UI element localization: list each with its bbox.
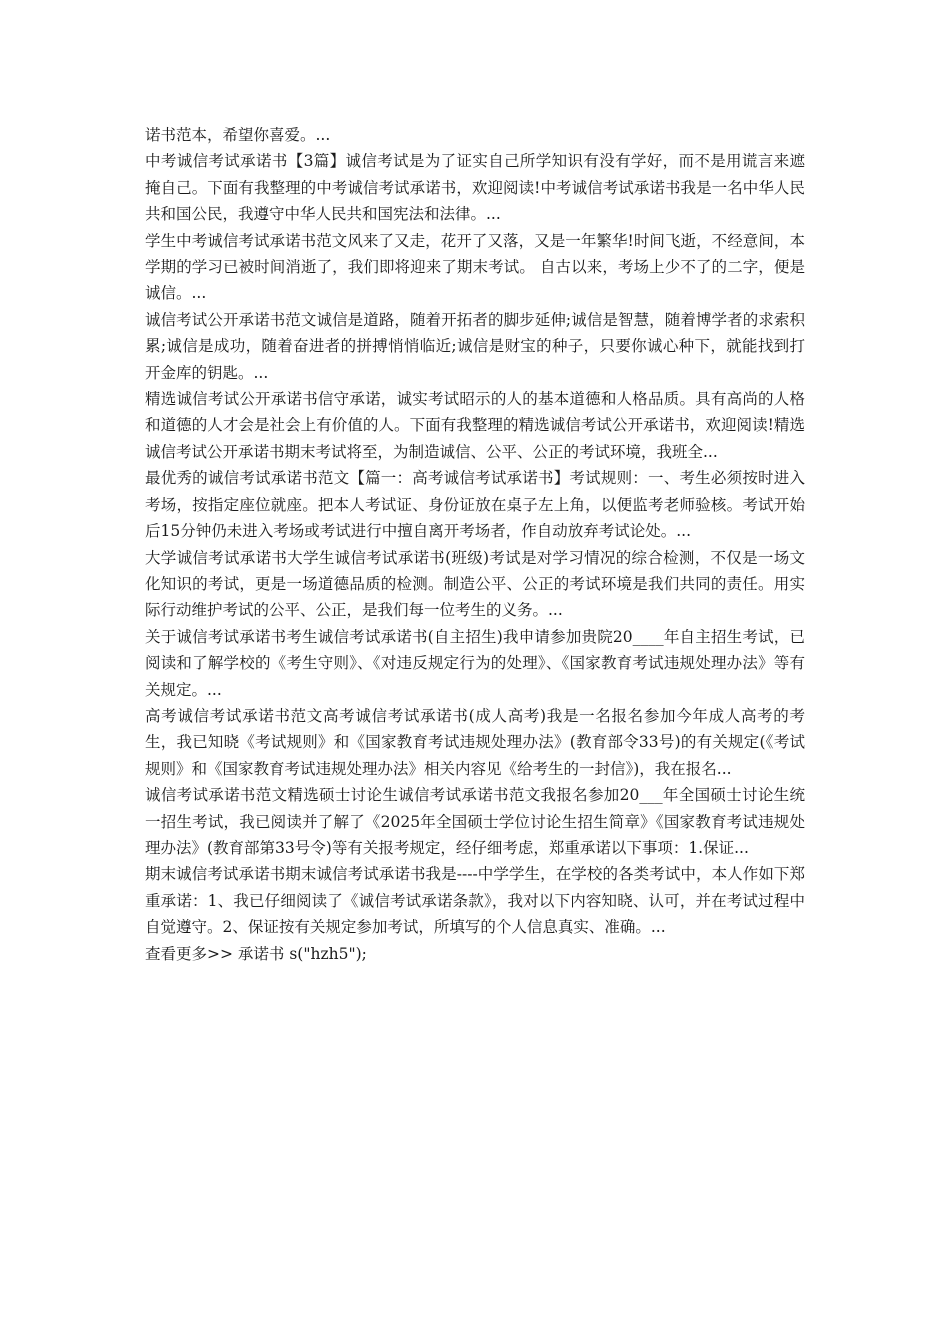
paragraph-xuesheng-zhongkao: 学生中考诚信考试承诺书范文风来了又走，花开了又落，又是一年繁华!时间飞逝，不经意间，本学期的学习已被时间消逝了，我们即将迎来了期末考试。 自古以来，考场上少不了的二字，便是诚信。... xyxy=(145,231,805,303)
paragraph-jingxuan-gongkai: 精选诚信考试公开承诺书信守承诺，诚实考试昭示的人的基本道德和人格品质。具有高尚的人格和道德的人才会是社会上有价值的人。下面有我整理的精选诚信考试公开承诺书，欢迎阅读!精选诚信考试公开承诺书期末考试将至，为制造诚信、公平、公正的考试环境，我班全... xyxy=(145,390,805,461)
more-line xyxy=(145,941,805,967)
paragraph-zhongkao-3pian: 中考诚信考试承诺书【3篇】诚信考试是为了证实自己所学知识有没有学好，而不是用谎言来遮掩自己。下面有我整理的中考诚信考试承诺书，欢迎阅读!中考诚信考试承诺书我是一名中华人民共和国公民，我遵守中华人民共和国宪法和法律。... xyxy=(145,152,805,224)
paragraph-zuiyouxiu-fanwen: 最优秀的诚信考试承诺书范文【篇一：高考诚信考试承诺书】考试规则：一、考生必须按时进入考场，按指定座位就座。把本人考试证、身份证放在桌子左上角，以便监考老师验核。考试开始后15分钟仍未进入考场或考试进行中擅自离开考场者，作自动放弃考试论处。... xyxy=(145,469,805,541)
more-tail-text: 承诺书 s("hzh5"); xyxy=(232,944,367,963)
paragraph-gaokao-chengren: 高考诚信考试承诺书范文高考诚信考试承诺书(成人高考)我是一名报名参加今年成人高考的考生，我已知晓《考试规则》和《国家教育考试违规处理办法》(教育部令33号)的有关规定(《考试规则》和《国家教育考试违规处理办法》相关内容见《给考生的一封信》)，我在报名... xyxy=(145,706,805,778)
paragraph-intro-fragment: 诺书范本，希望你喜爱。... xyxy=(145,126,331,144)
paragraph-zizhu-zhaosheng: 关于诚信考试承诺书考生诚信考试承诺书(自主招生)我申请参加贵院20____年自主招生考试，已阅读和了解学校的《考生守则》、《对违反规定行为的处理》、《国家教育考试违规处理办法》等有关规定。... xyxy=(145,627,805,699)
document-body xyxy=(145,122,805,967)
view-more-link[interactable]: 查看更多>> xyxy=(145,944,233,963)
paragraph-gongkai-fanwen: 诚信考试公开承诺书范文诚信是道路，随着开拓者的脚步延伸;诚信是智慧，随着博学者的求索积累;诚信是成功，随着奋进者的拼搏悄悄临近;诚信是财宝的种子，只要你诚心种下，就能找到打开金库的钥匙。... xyxy=(145,310,805,382)
paragraph-daxue: 大学诚信考试承诺书大学生诚信考试承诺书(班级)考试是对学习情况的综合检测，不仅是一场文化知识的考试，更是一场道德品质的检测。制造公平、公正的考试环境是我们共同的责任。用实际行动维护考试的公平、公正，是我们每一位考生的义务。... xyxy=(145,548,805,620)
paragraph-shuoshi: 诚信考试承诺书范文精选硕士讨论生诚信考试承诺书范文我报名参加20___年全国硕士讨论生统一招生考试，我已阅读并了解了《2025年全国硕士学位讨论生招生简章》《国家教育考试违规处理办法》(教育部第33号令)等有关报考规定，经仔细考虑，郑重承诺以下事项：1.保证... xyxy=(145,786,805,857)
paragraph-qimo: 期末诚信考试承诺书期末诚信考试承诺书我是----中学学生，在学校的各类考试中，本人作如下郑重承诺：1、我已仔细阅读了《诚信考试承诺条款》，我对以下内容知晓、认可，并在考试过程中自觉遵守。2、保证按有关规定参加考试，所填写的个人信息真实、准确。... xyxy=(145,865,805,937)
